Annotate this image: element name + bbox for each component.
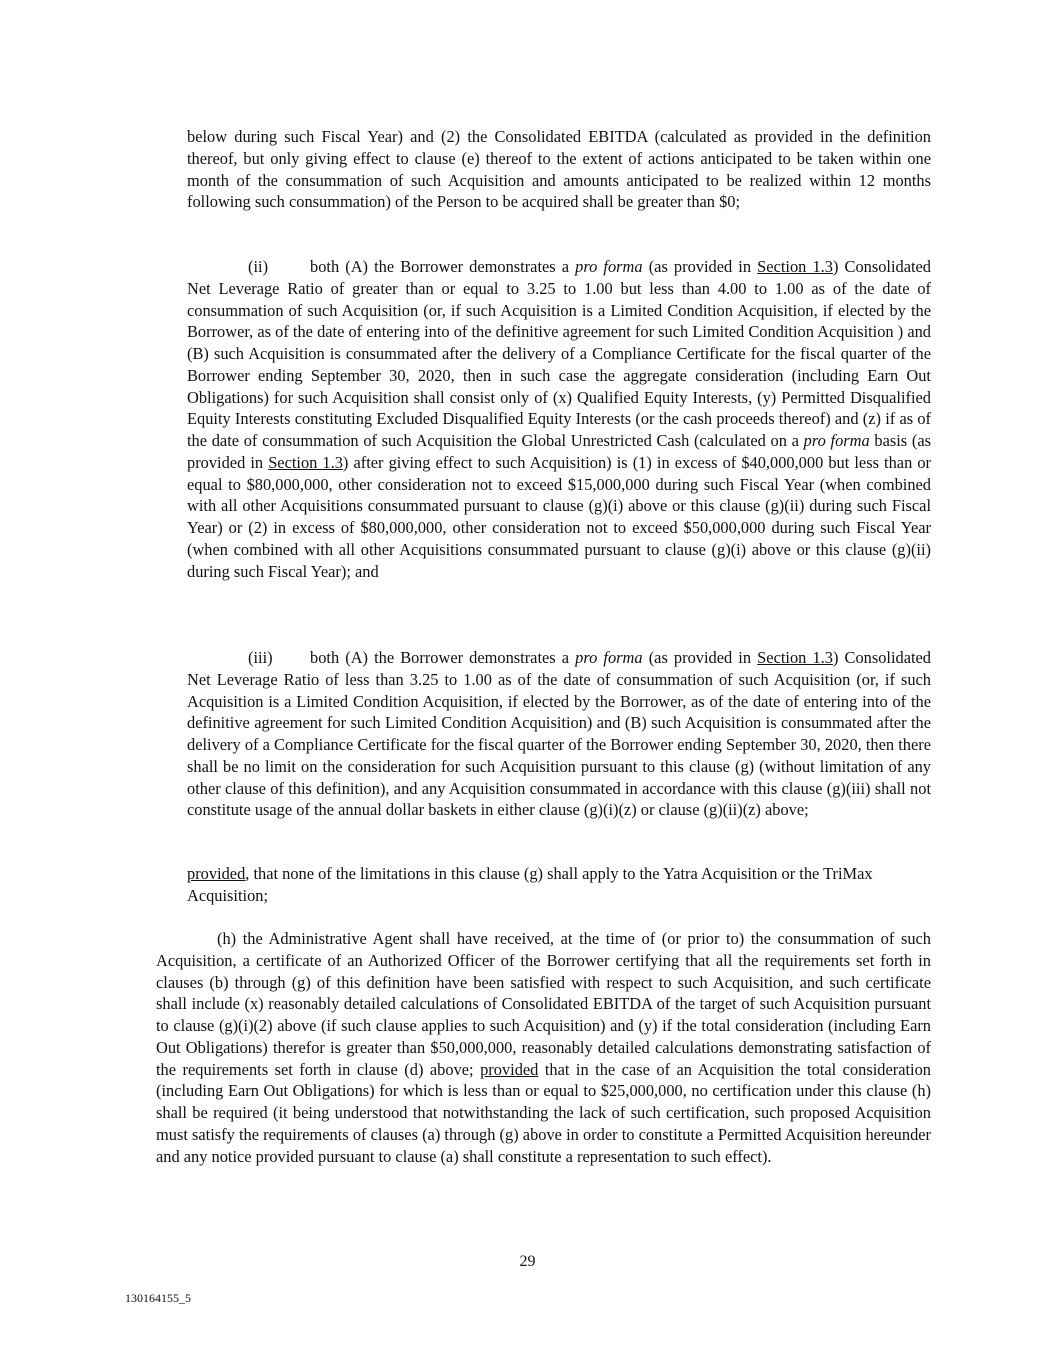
text-run: (as provided in	[642, 648, 758, 667]
text-run: (as provided in	[642, 257, 758, 276]
clause-number: (iii)	[248, 648, 273, 667]
underlined-term: Section 1.3	[757, 648, 833, 667]
paragraph-g-ii	[187, 256, 931, 582]
text-run: that in the case of an Acquisition the total consideration (including Earn Out Obligations) for which is less than or equal to $25,000,000, no certification under this clause (h) shall be required (it being understood that notwithstanding the lack of such certification, such proposed Acquisition must satisfy the requirements of clauses (a) through (g) above in order to constitute a Permitted Acquisition hereunder and any notice provided pursuant to clause (a) shall constitute a representation to such effect).	[156, 1059, 931, 1166]
text-run: basis (as provided in	[187, 431, 931, 472]
clause-number: (ii)	[248, 257, 269, 276]
paragraph-h	[156, 928, 931, 1167]
document-id: 130164155_5	[125, 1291, 191, 1305]
text-run: ) Consolidated Net Leverage Ratio of less than 3.25 to 1.00 as of the date of consummation of such Acquisition (or, if such Acquisition is a Limited Condition Acquisition, if elected by the Borrower, as of the date of entering into of the definitive agreement for such Limited Condition Acquisition) and (B) such Acquisition is consummated after the delivery of a Compliance Certificate for the fiscal quarter of the Borrower ending September 30, 2020, then there shall be no limit on the consideration for such Acquisition pursuant to this clause (g) (without limitation of any other clause of this definition), and any Acquisition consummated in accordance with this clause (g)(iii) shall not constitute usage of the annual dollar baskets in either clause (g)(i)(z) or clause (g)(ii)(z) above;	[187, 648, 932, 820]
underlined-term: Section 1.3	[268, 452, 343, 472]
paragraph-g-iii	[187, 647, 931, 821]
underlined-term: provided	[187, 864, 246, 883]
paragraph-g-i-continuation	[187, 126, 931, 213]
text-run: below during such Fiscal Year) and (2) the Consolidated EBITDA (calculated as provided in the definition thereof, but only giving effect to clause (e) thereof to the extent of actions anticipated to be taken within one month of the consummation of such Acquisition and amounts anticipated to be realized within 12 months following such consummation) of the Person to be acquired shall be greater than $0;	[187, 127, 931, 212]
text-run: both (A) the Borrower demonstrates a	[310, 648, 576, 667]
text-run: ) after giving effect to such Acquisition) is (1) in excess of $40,000,000 but less than or equal to $80,000,000, other consideration not to exceed $15,000,000 during such Fiscal Year (when combined with all other Acquisitions consummated pursuant to clause (g)(i) above or this clause (g)(ii) during such Fiscal Year) or (2) in excess of $80,000,000, other consideration not to exceed $50,000,000 during such Fiscal Year (when combined with all other Acquisitions consummated pursuant to clause (g)(i) above or this clause (g)(ii) during such Fiscal Year); and	[187, 452, 932, 581]
text-run: (h) the Administrative Agent shall have received, at the time of (or prior to) the consummation of such Acquisition, a certificate of an Authorized Officer of the Borrower certifying that all the requirements set forth in clauses (b) through (g) of this definition have been satisfied with respect to such Acquisition, and such certificate shall include (x) reasonably detailed calculations of Consolidated EBITDA of the target of such Acquisition pursuant to clause (g)(i)(2) above (if such clause applies to such Acquisition) and (y) if the total consideration (including Earn Out Obligations) therefor is greater than $50,000,000, reasonably detailed calculations demonstrating satisfaction of the requirements set forth in clause (d) above;	[156, 929, 931, 1079]
underlined-term: provided	[480, 1059, 539, 1079]
text-run: , that none of the limitations in this clause (g) shall apply to the Yatra Acquisition or the TriMax Acquisition;	[187, 864, 873, 905]
italic-term: pro forma	[803, 431, 870, 450]
italic-term: pro forma	[575, 257, 643, 276]
underlined-term: Section 1.3	[757, 257, 833, 276]
paragraph-g-proviso	[187, 863, 931, 907]
text-run: both (A) the Borrower demonstrates a	[310, 257, 576, 276]
page-number: 29	[519, 1253, 536, 1270]
italic-term: pro forma	[575, 648, 643, 667]
text-run: ) Consolidated Net Leverage Ratio of greater than or equal to 3.25 to 1.00 but less than 4.00 to 1.00 as of the date of consummation of such Acquisition (or, if such Acquisition is a Limited Condition Acquisition, if elected by the Borrower, as of the date of entering into of the definitive agreement for such Limited Condition Acquisition ) and (B) such Acquisition is consummated after the delivery of a Compliance Certificate for the fiscal quarter of the Borrower ending September 30, 2020, then in such case the aggregate consideration (including Earn Out Obligations) for such Acquisition shall consist only of (x) Qualified Equity Interests, (y) Permitted Disqualified Equity Interests constituting Excluded Disqualified Equity Interests (or the cash proceeds thereof) and (z) if as of the date of consummation of such Acquisition the Global Unrestricted Cash (calculated on a	[187, 257, 932, 450]
